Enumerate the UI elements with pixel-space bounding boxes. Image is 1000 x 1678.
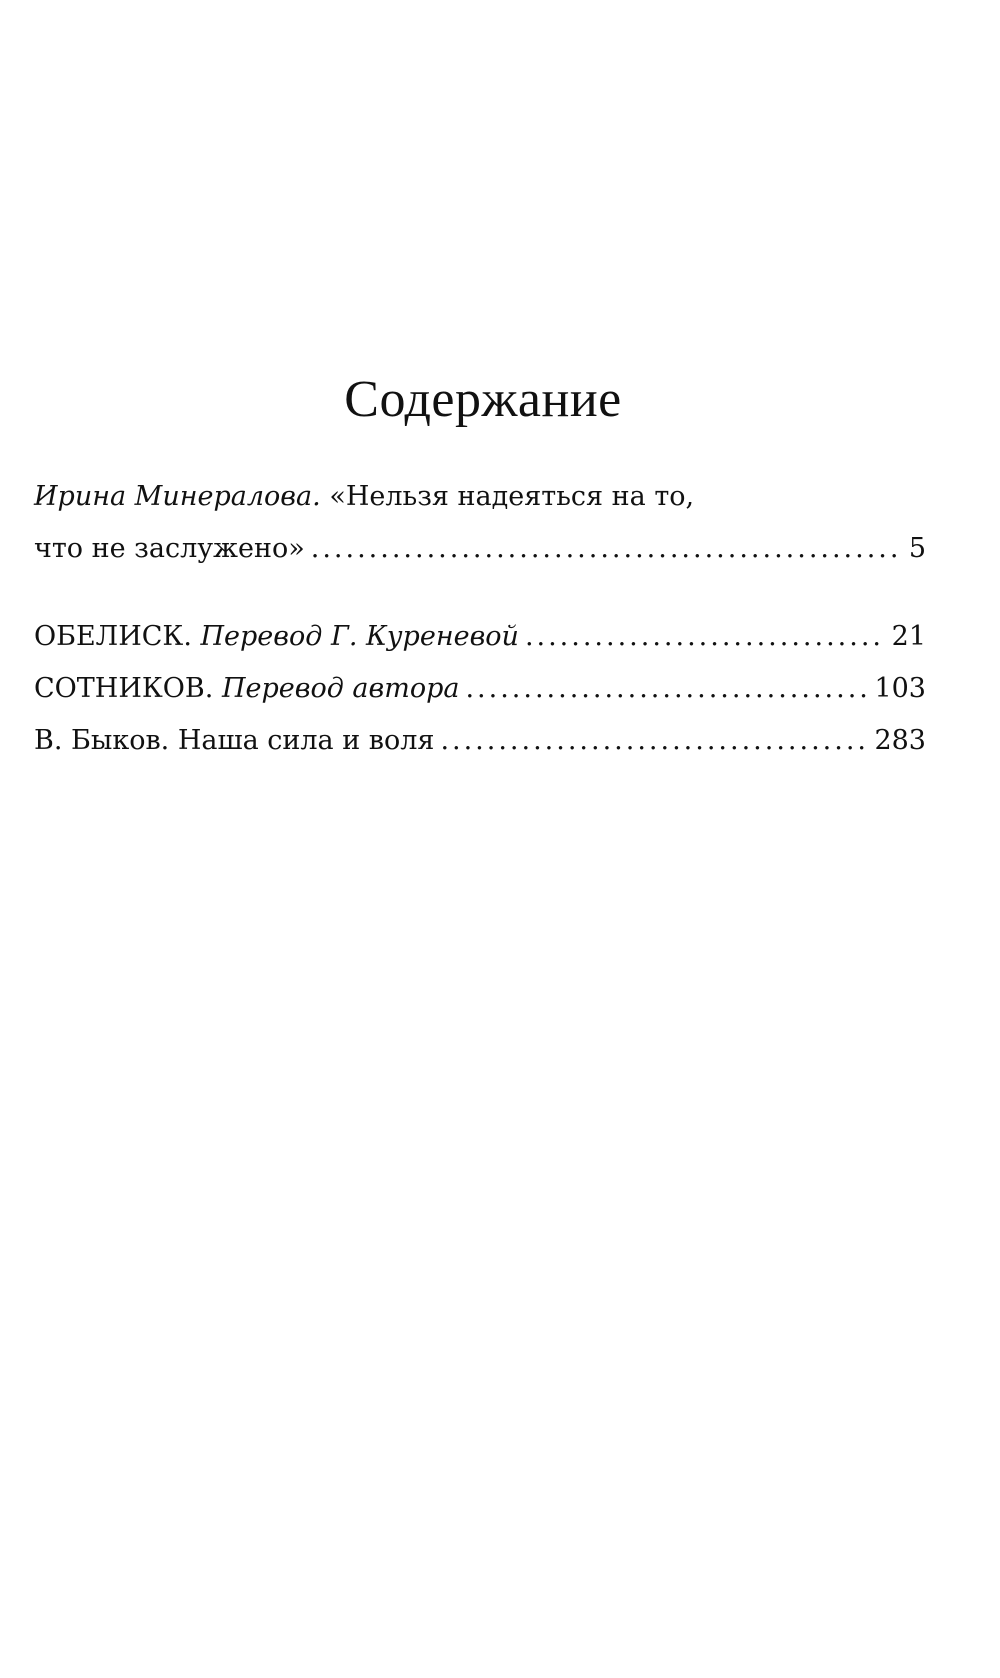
toc-intro-line-2 <box>34 532 926 566</box>
toc-entry-title: В. Быков. Наша сила и воля <box>34 725 435 756</box>
toc-entry-text <box>34 620 519 654</box>
page-title: Содержание <box>344 371 622 428</box>
toc-entry-bykov-essay[interactable] <box>34 724 926 776</box>
toc-entry-page-number: 21 <box>891 621 926 652</box>
toc-entry-text <box>34 724 434 758</box>
toc-entry-subtitle: Перевод автора <box>221 673 460 704</box>
toc-intro-entry[interactable] <box>34 480 926 566</box>
toc-intro-author: Ирина Минералова. <box>34 481 321 512</box>
toc-intro-page-number: 5 <box>908 533 926 564</box>
dot-leader <box>525 620 886 654</box>
dot-leader <box>440 724 868 758</box>
toc-entry-title: ОБЕЛИСК. <box>34 621 192 652</box>
toc-intro-title-part-1: «Нельзя надеяться на то, <box>329 481 695 512</box>
toc-entry-page-number: 283 <box>874 725 926 756</box>
toc-works-list <box>34 620 926 776</box>
toc-entry-text <box>34 672 459 706</box>
toc-entry-page-number: 103 <box>874 673 926 704</box>
toc-entry-subtitle: Перевод Г. Куреневой <box>200 621 519 652</box>
toc-intro-line-1 <box>34 480 926 532</box>
toc-entry-title: СОТНИКОВ. <box>34 673 214 704</box>
dot-leader <box>311 532 903 566</box>
dot-leader <box>465 672 868 706</box>
toc-intro-title-part-2: что не заслужено» <box>34 533 305 564</box>
toc-entry-sotnikov[interactable] <box>34 672 926 724</box>
toc-entry-obelisk[interactable] <box>34 620 926 672</box>
